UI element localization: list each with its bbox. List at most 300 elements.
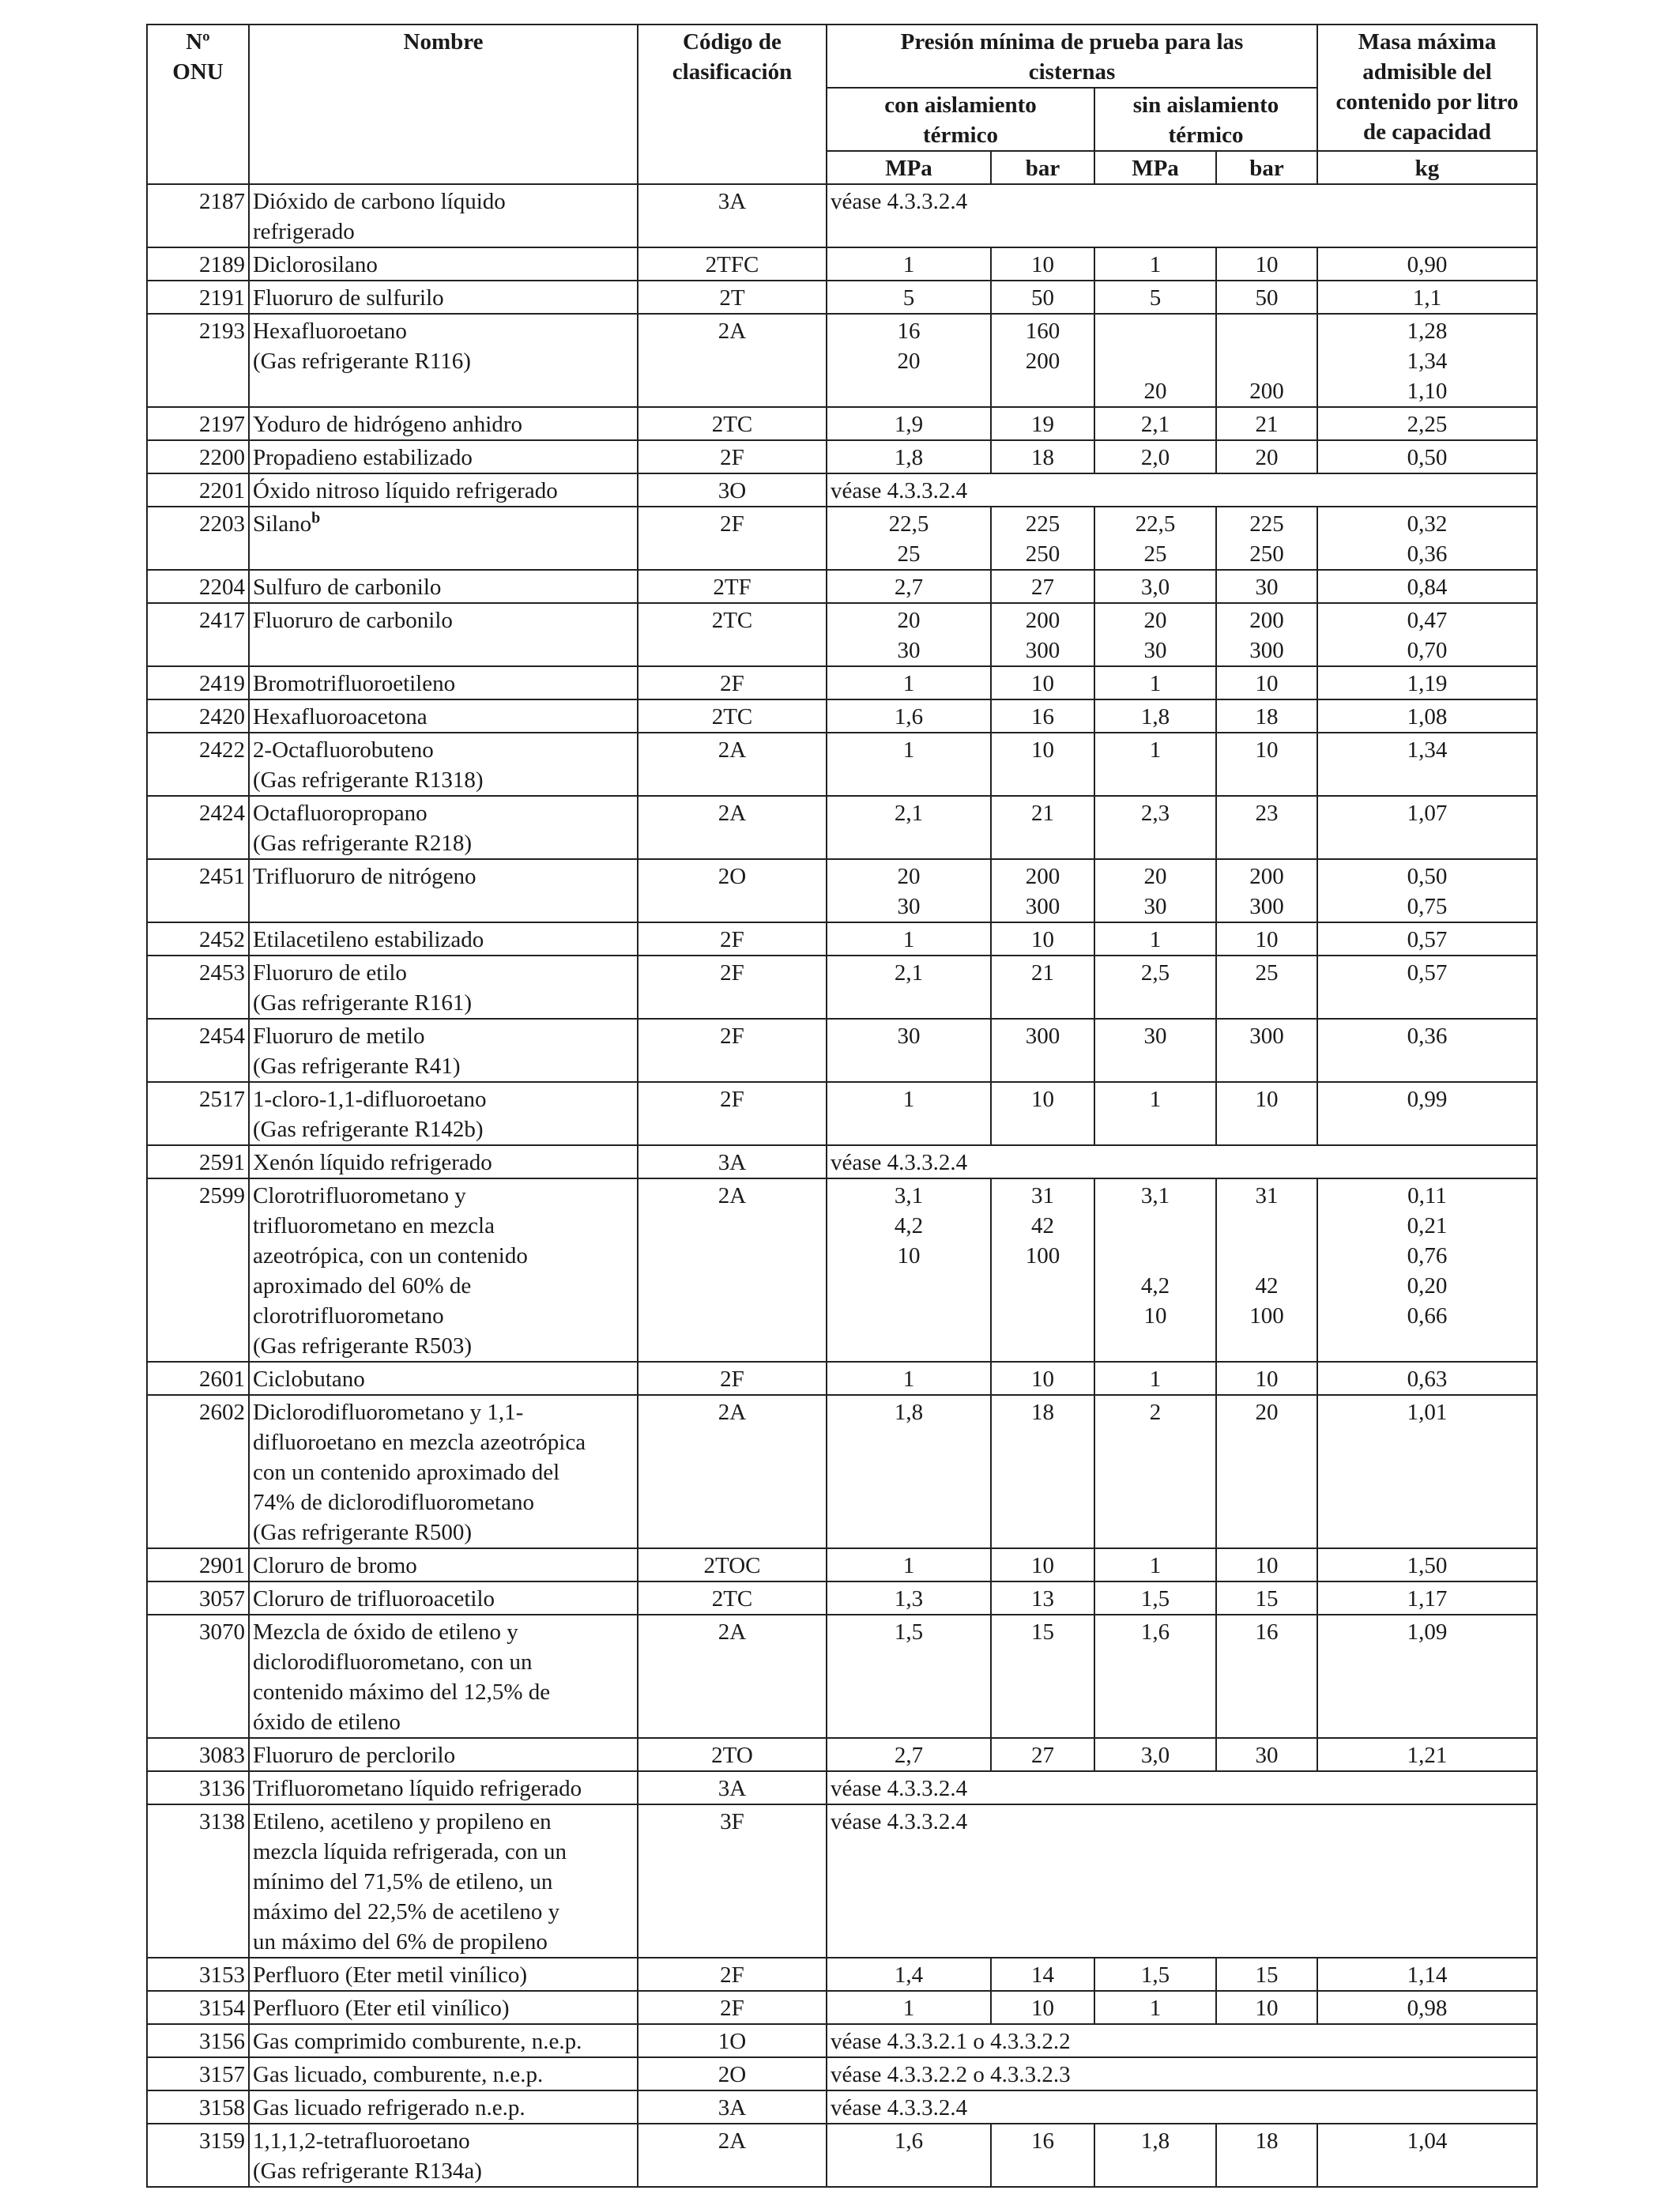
max-mass-per-litre: 0,63 [1317,1362,1537,1395]
with-insulation-mpa: 1 [827,1991,991,2024]
header-code: Código de clasificación [638,25,827,184]
without-insulation-bar: 200 [1216,314,1317,407]
with-insulation-mpa: 1,4 [827,1958,991,1991]
header-unit-mpa: MPa [1094,151,1216,184]
with-insulation-mpa: 20 30 [827,603,991,666]
without-insulation-mpa: 30 [1094,1019,1216,1082]
without-insulation-mpa: 3,0 [1094,570,1216,603]
substance-name [249,699,638,733]
with-insulation-mpa: 1,8 [827,1395,991,1548]
substance-name-text: Trifluorometano líquido refrigerado [253,1776,582,1801]
with-insulation-mpa: 3,1 4,2 10 [827,1178,991,1362]
substance-name [249,1738,638,1771]
substance-name [249,922,638,956]
without-insulation-mpa: 1 [1094,1362,1216,1395]
substance-name-text: Silano [253,511,312,537]
with-insulation-mpa: 20 30 [827,859,991,922]
without-insulation-bar: 10 [1216,1991,1317,2024]
classification-code: 2A [638,733,827,796]
table-row [147,1771,1537,1804]
classification-code: 2O [638,2057,827,2090]
substance-name [249,1771,638,1804]
with-insulation-bar: 27 [991,1738,1094,1771]
without-insulation-mpa: 1,5 [1094,1581,1216,1615]
without-insulation-bar: 20 [1216,440,1317,473]
onu-number: 2420 [147,699,249,733]
without-insulation-bar: 30 [1216,570,1317,603]
substance-name-text: Clorotrifluorometano y trifluorometano en mezcla azeotrópica, con un contenido aproximado del 60% de clorotrifluorometano (Gas refrigerante R503) [253,1183,528,1359]
substance-name-text: Hexafluoroetano (Gas refrigerante R116) [253,319,471,374]
substance-name-text: 1,1,1,2-tetrafluoroetano (Gas refrigerante R134a) [253,2128,482,2184]
onu-number: 2189 [147,247,249,281]
with-insulation-bar: 16 [991,699,1094,733]
substance-name [249,956,638,1019]
without-insulation-mpa: 1,5 [1094,1958,1216,1991]
substance-name-text: Etileno, acetileno y propileno en mezcla líquida refrigerada, con un mínimo del 71,5% de etileno, un máximo del 22,5% de acetileno y un máximo del 6% de propileno [253,1809,567,1955]
classification-code: 2F [638,440,827,473]
classification-code: 2F [638,507,827,570]
table-body [147,184,1537,2187]
table-row [147,859,1537,922]
classification-code: 2TO [638,1738,827,1771]
substance-name [249,2124,638,2187]
table-row [147,1395,1537,1548]
table-row [147,733,1537,796]
table-row [147,1958,1537,1991]
substance-name-text: Fluoruro de metilo (Gas refrigerante R41) [253,1023,461,1079]
max-mass-per-litre: 1,1 [1317,281,1537,314]
table-row [147,1615,1537,1738]
classification-code: 3A [638,1771,827,1804]
substance-name [249,1019,638,1082]
table-row [147,407,1537,440]
substance-name [249,603,638,666]
table-row [147,1581,1537,1615]
substance-name [249,1145,638,1178]
onu-number: 3158 [147,2090,249,2124]
with-insulation-mpa: 2,7 [827,1738,991,1771]
substance-name-text: Fluoruro de perclorilo [253,1743,456,1768]
header-unit-kg: kg [1317,151,1537,184]
header-mass: Masa máxima admisible del contenido por litro de capacidad [1317,25,1537,151]
substance-name-text: Trifluoruro de nitrógeno [253,864,477,889]
classification-code: 3A [638,184,827,247]
table-header [147,25,1537,184]
substance-name-text: Gas licuado refrigerado n.e.p. [253,2095,525,2120]
onu-number: 2599 [147,1178,249,1362]
footnote-marker: b [311,509,321,527]
classification-code: 2A [638,1615,827,1738]
without-insulation-mpa: 1 [1094,733,1216,796]
substance-name [249,1548,638,1581]
with-insulation-mpa: 1 [827,1548,991,1581]
table-row [147,281,1537,314]
without-insulation-mpa: 2,3 [1094,796,1216,859]
without-insulation-bar: 10 [1216,733,1317,796]
header-without-insulation: sin aislamiento térmico [1094,88,1317,151]
with-insulation-mpa: 1,6 [827,699,991,733]
without-insulation-bar: 23 [1216,796,1317,859]
header-with-insulation: con aislamiento térmico [827,88,1094,151]
max-mass-per-litre: 1,21 [1317,1738,1537,1771]
with-insulation-bar: 21 [991,956,1094,1019]
without-insulation-bar: 21 [1216,407,1317,440]
with-insulation-bar: 160 200 [991,314,1094,407]
without-insulation-mpa: 1,6 [1094,1615,1216,1738]
with-insulation-mpa: 1,6 [827,2124,991,2187]
max-mass-per-litre: 0,11 0,21 0,76 0,20 0,66 [1317,1178,1537,1362]
max-mass-per-litre: 0,98 [1317,1991,1537,2024]
substance-name-text: Mezcla de óxido de etileno y diclorodifluorometano, con un contenido máximo del 12,5% de óxido de etileno [253,1619,551,1735]
classification-code: 2T [638,281,827,314]
max-mass-per-litre: 0,57 [1317,922,1537,956]
substance-name [249,1082,638,1145]
max-mass-per-litre: 1,50 [1317,1548,1537,1581]
substance-name [249,1581,638,1615]
with-insulation-bar: 21 [991,796,1094,859]
substance-name [249,2090,638,2124]
classification-code: 2A [638,314,827,407]
substance-name [249,2024,638,2057]
with-insulation-mpa: 1,8 [827,440,991,473]
max-mass-per-litre: 0,36 [1317,1019,1537,1082]
without-insulation-bar: 10 [1216,1082,1317,1145]
max-mass-per-litre: 1,28 1,34 1,10 [1317,314,1537,407]
classification-code: 2F [638,1991,827,2024]
without-insulation-bar: 18 [1216,699,1317,733]
header-onu: Nº ONU [147,25,249,184]
without-insulation-mpa: 2,5 [1094,956,1216,1019]
substance-name-text: Propadieno estabilizado [253,445,473,470]
header-pressure: Presión mínima de prueba para las cisternas [827,25,1317,88]
without-insulation-bar: 200 300 [1216,603,1317,666]
substance-name-text: Fluoruro de sulfurilo [253,285,444,311]
with-insulation-bar: 10 [991,733,1094,796]
substance-name [249,184,638,247]
onu-number: 2601 [147,1362,249,1395]
with-insulation-bar: 10 [991,1362,1094,1395]
table-row [147,570,1537,603]
substance-name-text: Gas licuado, comburente, n.e.p. [253,2062,544,2087]
substance-name-text: Hexafluoroacetona [253,704,428,729]
with-insulation-mpa: 1 [827,733,991,796]
substance-name [249,859,638,922]
see-reference: véase 4.3.3.2.4 [827,184,1537,247]
substance-name-text: 1-cloro-1,1-difluoroetano (Gas refrigerante R142b) [253,1087,487,1142]
table-row [147,473,1537,507]
without-insulation-bar: 31 42 100 [1216,1178,1317,1362]
classification-code: 2A [638,2124,827,2187]
classification-code: 2O [638,859,827,922]
with-insulation-bar: 200 300 [991,603,1094,666]
header-unit-bar: bar [991,151,1094,184]
with-insulation-mpa: 1,9 [827,407,991,440]
with-insulation-mpa: 2,1 [827,956,991,1019]
max-mass-per-litre: 1,17 [1317,1581,1537,1615]
with-insulation-mpa: 1 [827,1082,991,1145]
onu-number: 2901 [147,1548,249,1581]
without-insulation-mpa: 20 30 [1094,859,1216,922]
onu-number: 3156 [147,2024,249,2057]
substance-name [249,1958,638,1991]
with-insulation-mpa: 1,3 [827,1581,991,1615]
substance-name-text: Fluoruro de carbonilo [253,608,453,633]
onu-number: 3153 [147,1958,249,1991]
table-row [147,184,1537,247]
table-row [147,2124,1537,2187]
table-row [147,1804,1537,1958]
table-row [147,796,1537,859]
table-row [147,922,1537,956]
see-reference: véase 4.3.3.2.1 o 4.3.3.2.2 [827,2024,1537,2057]
without-insulation-mpa: 1 [1094,1548,1216,1581]
with-insulation-bar: 300 [991,1019,1094,1082]
substance-name-text: Bromotrifluoroetileno [253,671,456,696]
max-mass-per-litre: 0,84 [1317,570,1537,603]
substance-name [249,507,638,570]
substance-name-text: Diclorosilano [253,252,378,277]
without-insulation-bar: 10 [1216,1362,1317,1395]
substance-name-text: Etilacetileno estabilizado [253,927,484,952]
with-insulation-bar: 10 [991,1548,1094,1581]
classification-code: 2TC [638,603,827,666]
without-insulation-mpa: 22,5 25 [1094,507,1216,570]
with-insulation-bar: 200 300 [991,859,1094,922]
substance-name-text: Ciclobutano [253,1367,365,1392]
classification-code: 2A [638,1178,827,1362]
substance-name [249,1991,638,2024]
substance-name [249,796,638,859]
max-mass-per-litre: 2,25 [1317,407,1537,440]
classification-code: 2A [638,1395,827,1548]
max-mass-per-litre: 0,90 [1317,247,1537,281]
with-insulation-bar: 16 [991,2124,1094,2187]
table-row [147,507,1537,570]
classification-code: 3A [638,1145,827,1178]
classification-code: 2TC [638,407,827,440]
with-insulation-mpa: 2,7 [827,570,991,603]
onu-number: 2417 [147,603,249,666]
without-insulation-mpa: 20 [1094,314,1216,407]
classification-code: 2F [638,1082,827,1145]
table-row [147,2057,1537,2090]
without-insulation-mpa: 1,8 [1094,2124,1216,2187]
see-reference: véase 4.3.3.2.2 o 4.3.3.2.3 [827,2057,1537,2090]
substance-name [249,666,638,699]
without-insulation-bar: 10 [1216,666,1317,699]
onu-number: 3083 [147,1738,249,1771]
table-row [147,1178,1537,1362]
max-mass-per-litre: 1,19 [1317,666,1537,699]
without-insulation-bar: 30 [1216,1738,1317,1771]
onu-number: 2193 [147,314,249,407]
without-insulation-mpa: 1 [1094,666,1216,699]
see-reference: véase 4.3.3.2.4 [827,1145,1537,1178]
substance-name-text: Óxido nitroso líquido refrigerado [253,478,558,503]
onu-number: 2424 [147,796,249,859]
onu-number: 2517 [147,1082,249,1145]
onu-number: 2197 [147,407,249,440]
substance-name [249,1362,638,1395]
substance-name [249,247,638,281]
gas-table [146,24,1538,2188]
max-mass-per-litre: 0,50 0,75 [1317,859,1537,922]
max-mass-per-litre: 0,99 [1317,1082,1537,1145]
max-mass-per-litre: 0,50 [1317,440,1537,473]
with-insulation-bar: 10 [991,666,1094,699]
max-mass-per-litre: 1,14 [1317,1958,1537,1991]
with-insulation-bar: 10 [991,247,1094,281]
onu-number: 2200 [147,440,249,473]
substance-name [249,2057,638,2090]
classification-code: 2TC [638,699,827,733]
max-mass-per-litre: 0,47 0,70 [1317,603,1537,666]
classification-code: 2F [638,1019,827,1082]
onu-number: 2204 [147,570,249,603]
max-mass-per-litre: 1,04 [1317,2124,1537,2187]
without-insulation-bar: 300 [1216,1019,1317,1082]
with-insulation-bar: 15 [991,1615,1094,1738]
onu-number: 2602 [147,1395,249,1548]
onu-number: 2451 [147,859,249,922]
substance-name [249,1615,638,1738]
substance-name-text: Sulfuro de carbonilo [253,575,442,600]
substance-name-text: Diclorodifluorometano y 1,1- difluoroetano en mezcla azeotrópica con un contenido aproximado del 74% de diclorodifluorometano (Gas refrigerante R500) [253,1400,586,1545]
with-insulation-mpa: 30 [827,1019,991,1082]
with-insulation-bar: 19 [991,407,1094,440]
without-insulation-mpa: 1 [1094,1991,1216,2024]
with-insulation-bar: 14 [991,1958,1094,1991]
substance-name-text: Yoduro de hidrógeno anhidro [253,412,522,437]
table-row [147,956,1537,1019]
with-insulation-bar: 18 [991,1395,1094,1548]
substance-name-text: Xenón líquido refrigerado [253,1150,492,1175]
with-insulation-bar: 225 250 [991,507,1094,570]
without-insulation-bar: 50 [1216,281,1317,314]
onu-number: 2191 [147,281,249,314]
substance-name-text: Gas comprimido comburente, n.e.p. [253,2029,582,2054]
without-insulation-bar: 18 [1216,2124,1317,2187]
without-insulation-mpa: 20 30 [1094,603,1216,666]
substance-name [249,407,638,440]
onu-number: 3154 [147,1991,249,2024]
onu-number: 2454 [147,1019,249,1082]
without-insulation-bar: 15 [1216,1958,1317,1991]
max-mass-per-litre: 1,09 [1317,1615,1537,1738]
with-insulation-bar: 50 [991,281,1094,314]
classification-code: 1O [638,2024,827,2057]
substance-name [249,570,638,603]
substance-name-text: Perfluoro (Eter metil vinílico) [253,1962,528,1988]
with-insulation-mpa: 5 [827,281,991,314]
table-row [147,1738,1537,1771]
substance-name-text: 2-Octafluorobuteno (Gas refrigerante R1318) [253,737,484,793]
classification-code: 3F [638,1804,827,1958]
substance-name [249,314,638,407]
without-insulation-mpa: 2 [1094,1395,1216,1548]
onu-number: 2452 [147,922,249,956]
table-row [147,666,1537,699]
onu-number: 3159 [147,2124,249,2187]
classification-code: 2TFC [638,247,827,281]
see-reference: véase 4.3.3.2.4 [827,473,1537,507]
with-insulation-mpa: 1 [827,922,991,956]
table-row [147,247,1537,281]
onu-number: 2203 [147,507,249,570]
with-insulation-bar: 10 [991,922,1094,956]
substance-name-text: Dióxido de carbono líquido refrigerado [253,189,506,244]
max-mass-per-litre: 0,32 0,36 [1317,507,1537,570]
max-mass-per-litre: 0,57 [1317,956,1537,1019]
substance-name [249,1395,638,1548]
classification-code: 3A [638,2090,827,2124]
table-row [147,2090,1537,2124]
onu-number: 3070 [147,1615,249,1738]
with-insulation-bar: 13 [991,1581,1094,1615]
without-insulation-mpa: 1 [1094,247,1216,281]
max-mass-per-litre: 1,01 [1317,1395,1537,1548]
without-insulation-bar: 10 [1216,1548,1317,1581]
table-row [147,1019,1537,1082]
with-insulation-mpa: 1,5 [827,1615,991,1738]
with-insulation-mpa: 1 [827,1362,991,1395]
without-insulation-mpa: 2,1 [1094,407,1216,440]
substance-name-text: Cloruro de trifluoroacetilo [253,1586,495,1612]
onu-number: 3138 [147,1804,249,1958]
table-row [147,603,1537,666]
classification-code: 2F [638,1362,827,1395]
table-row [147,1548,1537,1581]
onu-number: 3157 [147,2057,249,2090]
header-unit-bar: bar [1216,151,1317,184]
without-insulation-bar: 25 [1216,956,1317,1019]
with-insulation-bar: 18 [991,440,1094,473]
substance-name [249,1178,638,1362]
with-insulation-bar: 31 42 100 [991,1178,1094,1362]
without-insulation-mpa: 1 [1094,922,1216,956]
without-insulation-mpa: 3,0 [1094,1738,1216,1771]
without-insulation-bar: 225 250 [1216,507,1317,570]
substance-name [249,440,638,473]
classification-code: 2TC [638,1581,827,1615]
substance-name [249,281,638,314]
table-row [147,2024,1537,2057]
onu-number: 2419 [147,666,249,699]
classification-code: 2F [638,666,827,699]
classification-code: 2TF [638,570,827,603]
onu-number: 2453 [147,956,249,1019]
classification-code: 2A [638,796,827,859]
without-insulation-bar: 20 [1216,1395,1317,1548]
with-insulation-mpa: 1 [827,247,991,281]
with-insulation-bar: 10 [991,1082,1094,1145]
max-mass-per-litre: 1,08 [1317,699,1537,733]
see-reference: véase 4.3.3.2.4 [827,1804,1537,1958]
onu-number: 2201 [147,473,249,507]
substance-name-text: Octafluoropropano (Gas refrigerante R218) [253,801,472,856]
without-insulation-bar: 10 [1216,922,1317,956]
without-insulation-mpa: 5 [1094,281,1216,314]
onu-number: 3136 [147,1771,249,1804]
without-insulation-bar: 200 300 [1216,859,1317,922]
substance-name-text: Cloruro de bromo [253,1553,417,1578]
without-insulation-mpa: 2,0 [1094,440,1216,473]
substance-name-text: Perfluoro (Eter etil vinílico) [253,1996,510,2021]
max-mass-per-litre: 1,07 [1317,796,1537,859]
substance-name [249,473,638,507]
see-reference: véase 4.3.3.2.4 [827,2090,1537,2124]
without-insulation-mpa: 1,8 [1094,699,1216,733]
